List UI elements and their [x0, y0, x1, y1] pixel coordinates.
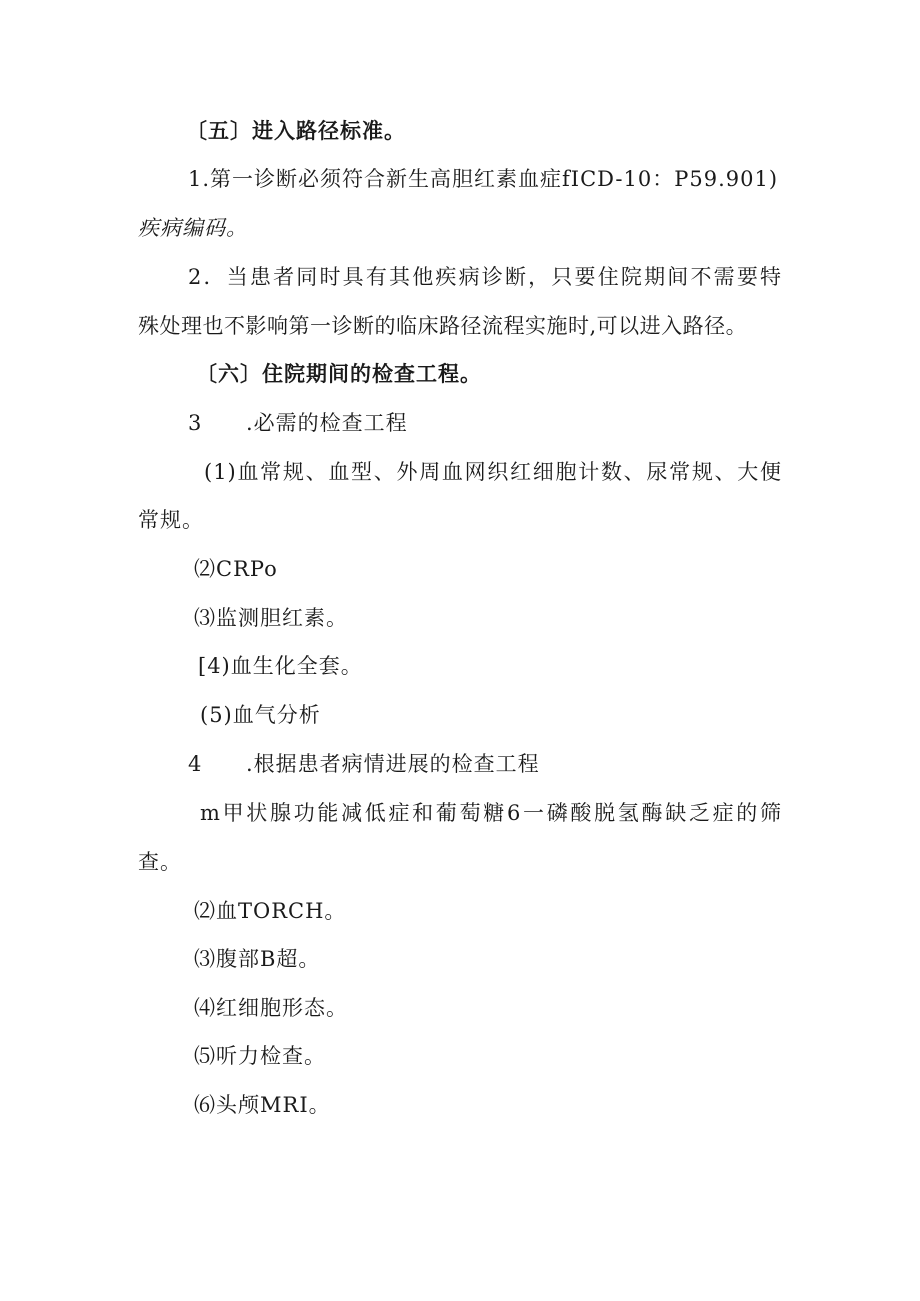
section-5-item-1-line-2: 疾病编码。: [138, 216, 248, 240]
group-3-item-4: [4)血生化全套。: [198, 654, 363, 678]
group-4-item-2: ⑵血TORCH。: [194, 899, 347, 923]
group-4-title-line: [188, 749, 540, 779]
group-4-item-5: ⑸听力检查。: [194, 1044, 326, 1068]
group-4-title: .根据患者病情进展的检查工程: [246, 752, 540, 776]
group-4-item-4: ⑷红细胞形态。: [194, 996, 348, 1020]
group-3-title: .必需的检查工程: [246, 411, 408, 435]
group-4-number: 4: [188, 752, 203, 776]
group-3-item-1-line-1: (1)血常规、血型、外周血网织红细胞计数、尿常规、大便: [204, 460, 782, 484]
group-3-item-5: (5)血气分析: [200, 703, 321, 727]
section-5-item-2-line-1: 2．当患者同时具有其他疾病诊断，只要住院期间不需要特: [188, 265, 782, 289]
group-3-number: 3: [188, 411, 203, 435]
section-5-heading: 〔五〕进入路径标准。: [186, 119, 406, 143]
group-4-item-1-line-1: m甲状腺功能减低症和葡萄糖6一磷酸脱氢酶缺乏症的筛: [200, 801, 782, 825]
group-3-item-1-line-2: 常规。: [138, 508, 204, 532]
section-5-item-1-line-1: 1.第一诊断必须符合新生高胆红素血症fICD-10：P59.901): [188, 167, 779, 191]
group-4-item-3: ⑶腹部B超。: [194, 947, 321, 971]
group-4-item-1-line-2: 查。: [138, 850, 182, 874]
group-3-item-2: ⑵CRPo: [194, 557, 278, 581]
section-5-item-2-line-2: 殊处理也不影响第一诊断的临床路径流程实施时,可以进入路径。: [138, 314, 748, 338]
group-4-item-6: ⑹头颅MRI。: [194, 1093, 331, 1117]
group-3-item-3: ⑶监测胆红素。: [194, 606, 348, 630]
group-3-title-line: [188, 408, 408, 438]
section-6-heading: 〔六〕住院期间的检查工程。: [196, 362, 482, 386]
